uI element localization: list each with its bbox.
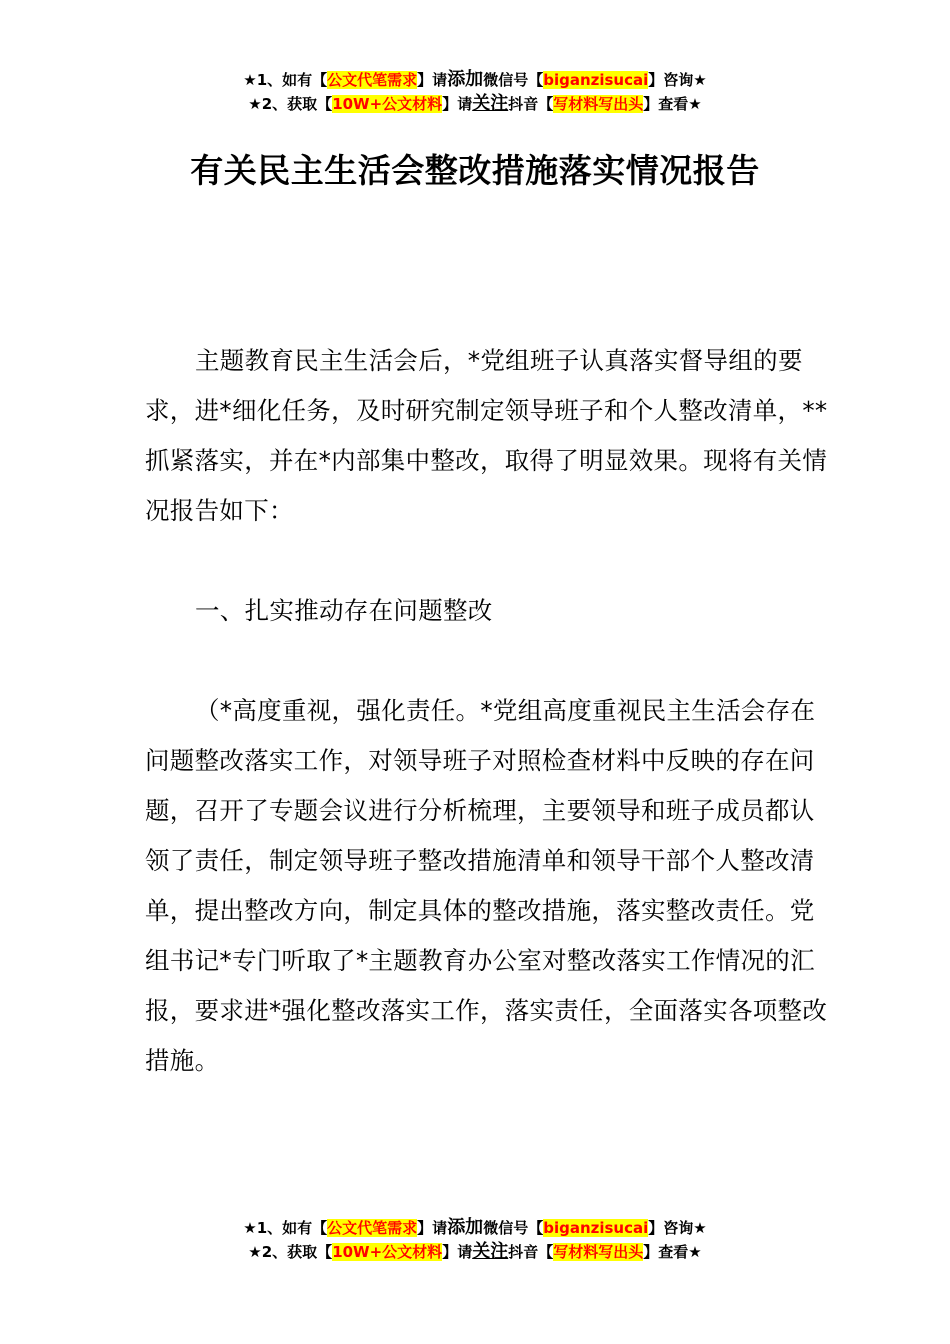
banner-line-2 (0, 1240, 950, 1264)
banner-text: ★2、获取【 (248, 1243, 333, 1261)
banner-line-2 (0, 92, 950, 116)
banner-text: 】咨询★ (648, 1219, 707, 1237)
banner-line-1 (0, 1216, 950, 1240)
banner-text: 】查看★ (643, 1243, 702, 1261)
banner-text: 】请 (417, 1219, 448, 1237)
banner-line-1 (0, 68, 950, 92)
highlight-service: 公文代笔需求 (327, 1219, 418, 1237)
banner-text: 微信号【 (483, 1219, 544, 1237)
paragraph: （*高度重视，强化责任。*党组高度重视民主生活会存在问题整改落实工作，对领导班子对照检查材料中反映的存在问题，召开了专题会议进行分析梳理，主要领导和班子成员都认领了责任，制定领导班子整改措施清单和领导干部个人整改清单，提出整改方向，制定具体的整改措施，落实整改责任。党组书记*专门听取了*主题教育办公室对整改落实工作情况的汇报，要求进*强化整改落实工作，落实责任，全面落实各项整改措施。 (145, 696, 828, 1075)
document-body-intro (145, 336, 835, 536)
banner-text: 微信号【 (483, 71, 544, 89)
emphasis-text: 关注 (472, 93, 509, 114)
highlight-service: 公文代笔需求 (327, 71, 418, 89)
banner-text: ★1、如有【 (243, 71, 328, 89)
banner-text: 抖音【 (508, 1243, 554, 1261)
banner-text: 】请 (442, 1243, 473, 1261)
emphasis-text: 添加 (447, 1217, 484, 1238)
emphasis-text: 关注 (472, 1241, 509, 1262)
banner-text: 】请 (442, 95, 473, 113)
header-banner (0, 68, 950, 116)
banner-text: ★2、获取【 (248, 95, 333, 113)
paragraph: 主题教育民主生活会后，*党组班子认真落实督导组的要求，进*细化任务，及时研究制定领导班子和个人整改清单，**抓紧落实，并在*内部集中整改，取得了明显效果。现将有关情况报告如下： (145, 346, 828, 525)
banner-text: ★1、如有【 (243, 1219, 328, 1237)
banner-text: 】查看★ (643, 95, 702, 113)
banner-text: 】请 (417, 71, 448, 89)
highlight-materials: 10W+公文材料 (332, 95, 443, 113)
banner-text: 抖音【 (508, 95, 554, 113)
highlight-wechat-id: biganzisucai (543, 71, 649, 89)
section-heading: 一、扎实推动存在问题整改 (195, 596, 493, 625)
highlight-douyin: 写材料写出头 (553, 1243, 644, 1261)
banner-text: 】咨询★ (648, 71, 707, 89)
highlight-wechat-id: biganzisucai (543, 1219, 649, 1237)
document-title: 有关民主生活会整改措施落实情况报告 (190, 151, 760, 190)
document-body-section (145, 686, 835, 1086)
highlight-douyin: 写材料写出头 (553, 95, 644, 113)
footer-banner (0, 1216, 950, 1264)
document-section-heading (145, 586, 835, 636)
emphasis-text: 添加 (447, 69, 484, 90)
highlight-materials: 10W+公文材料 (332, 1243, 443, 1261)
